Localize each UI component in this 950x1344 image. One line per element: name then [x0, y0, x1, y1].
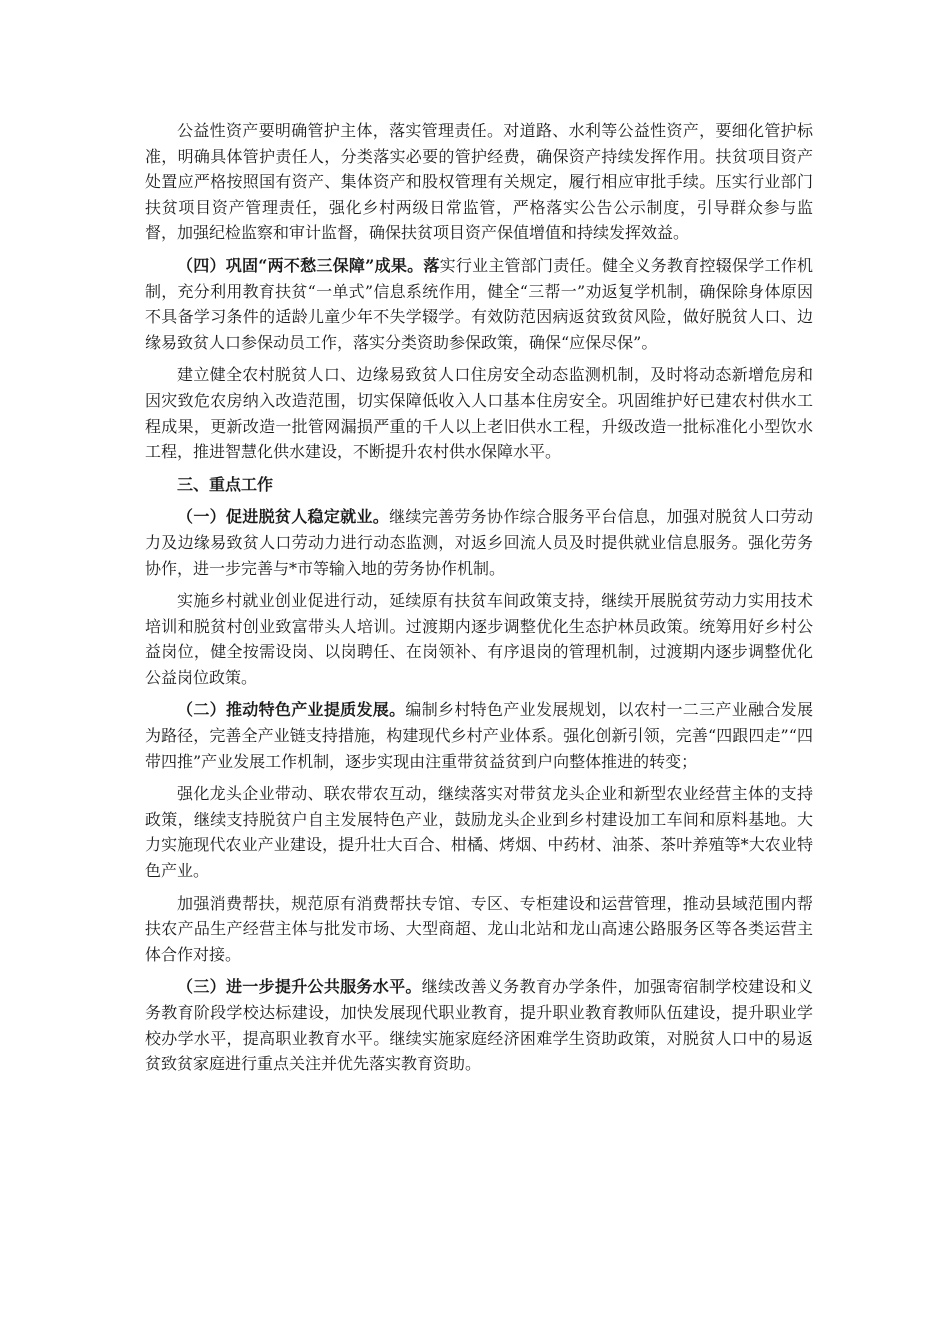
subheading-three: （三）进一步提升公共服务水平。 — [177, 977, 422, 997]
paragraph-employment — [145, 504, 813, 581]
subheading-four: （四）巩固“两不愁三保障”成果。落 — [177, 255, 440, 275]
paragraph-body: 继续完善劳务协作综合服务平台信息，加强对脱贫人口劳动力及边缘易致贫人口劳动力进行动态监测，对返乡回流人员及时提供就业信息服务。强化劳务协作，进一步完善与*市等输入地的劳务协作机制。 — [145, 507, 813, 578]
paragraph-body: 实行业主管部门责任。健全义务教育控辍保学工作机制，充分利用教育扶贫“一单式”信息系统作用，健全“三帮一”劝返复学机制，确保除身体原因不具备学习条件的适龄儿童少年不失学辍学。有效防范因病返贫致贫风险，做好脱贫人口、边缘易致贫人口参保动员工作，落实分类资助参保政策，确保“应保尽保”。 — [145, 255, 813, 352]
paragraph-consumption-assistance: 加强消费帮扶，规范原有消费帮扶专馆、专区、专柜建设和运营管理，推动县域范围内帮扶农产品生产经营主体与批发市场、大型商超、龙山北站和龙山高速公路服务区等各类运营主体合作对接。 — [145, 893, 813, 964]
paragraph-industry-development — [145, 697, 813, 774]
paragraph-body: 编制乡村特色产业发展规划，以农村一二三产业融合发展为路径，完善全产业链支持措施，构建现代乡村产业体系。强化创新引领，完善“四跟四走”“四带四推”产业发展工作机制，逐步实现由注重带贫益贫到户向整体推进的转变； — [145, 700, 813, 771]
subheading-one: （一）促进脱贫人稳定就业。 — [177, 507, 390, 527]
section-heading-key-work: 三、重点工作 — [177, 474, 274, 494]
paragraph-two-worries-three-guarantees — [145, 253, 813, 355]
paragraph-housing-water-safety: 建立健全农村脱贫人口、边缘易致贫人口住房安全动态监测机制，及时将动态新增危房和因灾致危农房纳入改造范围，切实保障低收入人口基本住房安全。巩固维护好已建农村供水工程成果，更新改造一批管网漏损严重的千人以上老旧供水工程，升级改造一批标准化小型饮水工程，推进智慧化供水建设，不断提升农村供水保障水平。 — [145, 365, 813, 462]
paragraph-asset-management: 公益性资产要明确管护主体，落实管理责任。对道路、水利等公益性资产，要细化管护标准，明确具体管护责任人，分类落实必要的管护经费，确保资产持续发挥作用。扶贫项目资产处置应严格按照国有资产、集体资产和股权管理有关规定，履行相应审批手续。压实行业部门扶贫项目资产管理责任，强化乡村两级日常监管，严格落实公告公示制度，引导群众参与监督，加强纪检监察和审计监督，确保扶贫项目资产保值增值和持续发挥效益。 — [145, 121, 813, 243]
document-page — [145, 118, 813, 1084]
subheading-two: （二）推动特色产业提质发展。 — [177, 700, 406, 720]
paragraph-rural-employment-action: 实施乡村就业创业促进行动，延续原有扶贫车间政策支持，继续开展脱贫劳动力实用技术培训和脱贫村创业致富带头人培训。过渡期内逐步调整优化生态护林员政策。统筹用好乡村公益岗位，健全按需设岗、以岗聘任、在岗领补、有序退岗的管理机制，过渡期内逐步调整优化公益岗位政策。 — [145, 591, 813, 687]
paragraph-leading-enterprises: 强化龙头企业带动、联农带农互动，继续落实对带贫龙头企业和新型农业经营主体的支持政策，继续支持脱贫户自主发展特色产业，鼓励龙头企业到乡村建设加工车间和原料基地。大力实施现代农业产业建设，提升壮大百合、柑橘、烤烟、中药材、油茶、茶叶养殖等*大农业特色产业。 — [145, 784, 813, 881]
paragraph-public-services — [145, 974, 813, 1076]
paragraph-body: 继续改善义务教育办学条件，加强寄宿制学校建设和义务教育阶段学校达标建设，加快发展现代职业教育，提升职业教育教师队伍建设，提升职业学校办学水平，提高职业教育水平。继续实施家庭经济困难学生资助政策，对脱贫人口中的易返贫致贫家庭进行重点关注并优先落实教育资助。 — [145, 977, 813, 1074]
